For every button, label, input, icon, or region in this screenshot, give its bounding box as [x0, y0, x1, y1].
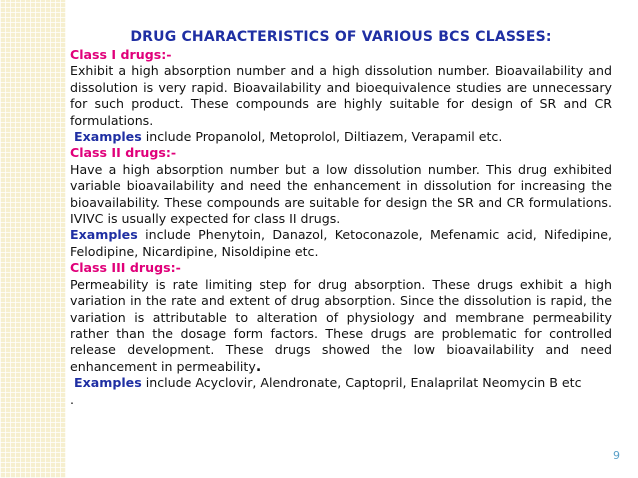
class-1-examples-label: Examples [74, 129, 142, 145]
class-1-description: Exhibit a high absorption number and a high dissolution number. Bioavailability and dissolution is very rapid. Bioavailability and bioequivalence studies are unnecessary for such product. These compounds are highly suitable for design of SR and CR formulations. [70, 63, 612, 128]
slide-title: DRUG CHARACTERISTICS OF VARIOUS BCS CLASSES: [130, 29, 552, 45]
decorative-left-strip [0, 0, 66, 478]
class-3-examples [70, 375, 612, 391]
class-3-description-end: . [255, 358, 262, 375]
class-2-examples-text: include Phenytoin, Danazol, Ketoconazole, Mefenamic acid, Nifedipine, Felodipine, Nicardipine, Nisoldipine etc. [70, 227, 612, 259]
page-number: 9 [613, 449, 620, 462]
class-2-examples-label: Examples [70, 227, 138, 243]
class-3-trailing: . [70, 391, 75, 407]
class-3-description [70, 277, 612, 375]
class-3-heading: Class III drugs:- [70, 260, 181, 276]
class-2-heading: Class II drugs:- [70, 145, 177, 161]
class-3-examples-text: include Acyclovir, Alendronate, Captopril, Enalaprilat Neomycin B etc [141, 375, 582, 391]
class-1-examples-text: include Propanolol, Metoprolol, Diltiazem, Verapamil etc. [141, 129, 503, 145]
class-2-description: Have a high absorption number but a low dissolution number. This drug exhibited variable bioavailability and need the enhancement in dissolution for increasing the bioavailability. These compounds are suitable for design the SR and CR formulations. IVIVC is usually expected for class II drugs. [70, 161, 612, 227]
class-1-examples [70, 129, 612, 145]
class-2-examples [70, 227, 612, 260]
slide-content [70, 28, 612, 408]
class-1-heading: Class I drugs:- [70, 47, 172, 62]
class-3-description-text: Permeability is rate limiting step for drug absorption. These drugs exhibit a high variation in the rate and extent of drug absorption. Since the dissolution is rapid, the variation is attributable to alteration of physiology and membrane permeability rather than the dosage form factors. These drugs are problematic for controlled release development. These drugs showed the low bioavailability and need enhancement in permeability [70, 276, 612, 374]
class-3-examples-label: Examples [74, 375, 142, 391]
